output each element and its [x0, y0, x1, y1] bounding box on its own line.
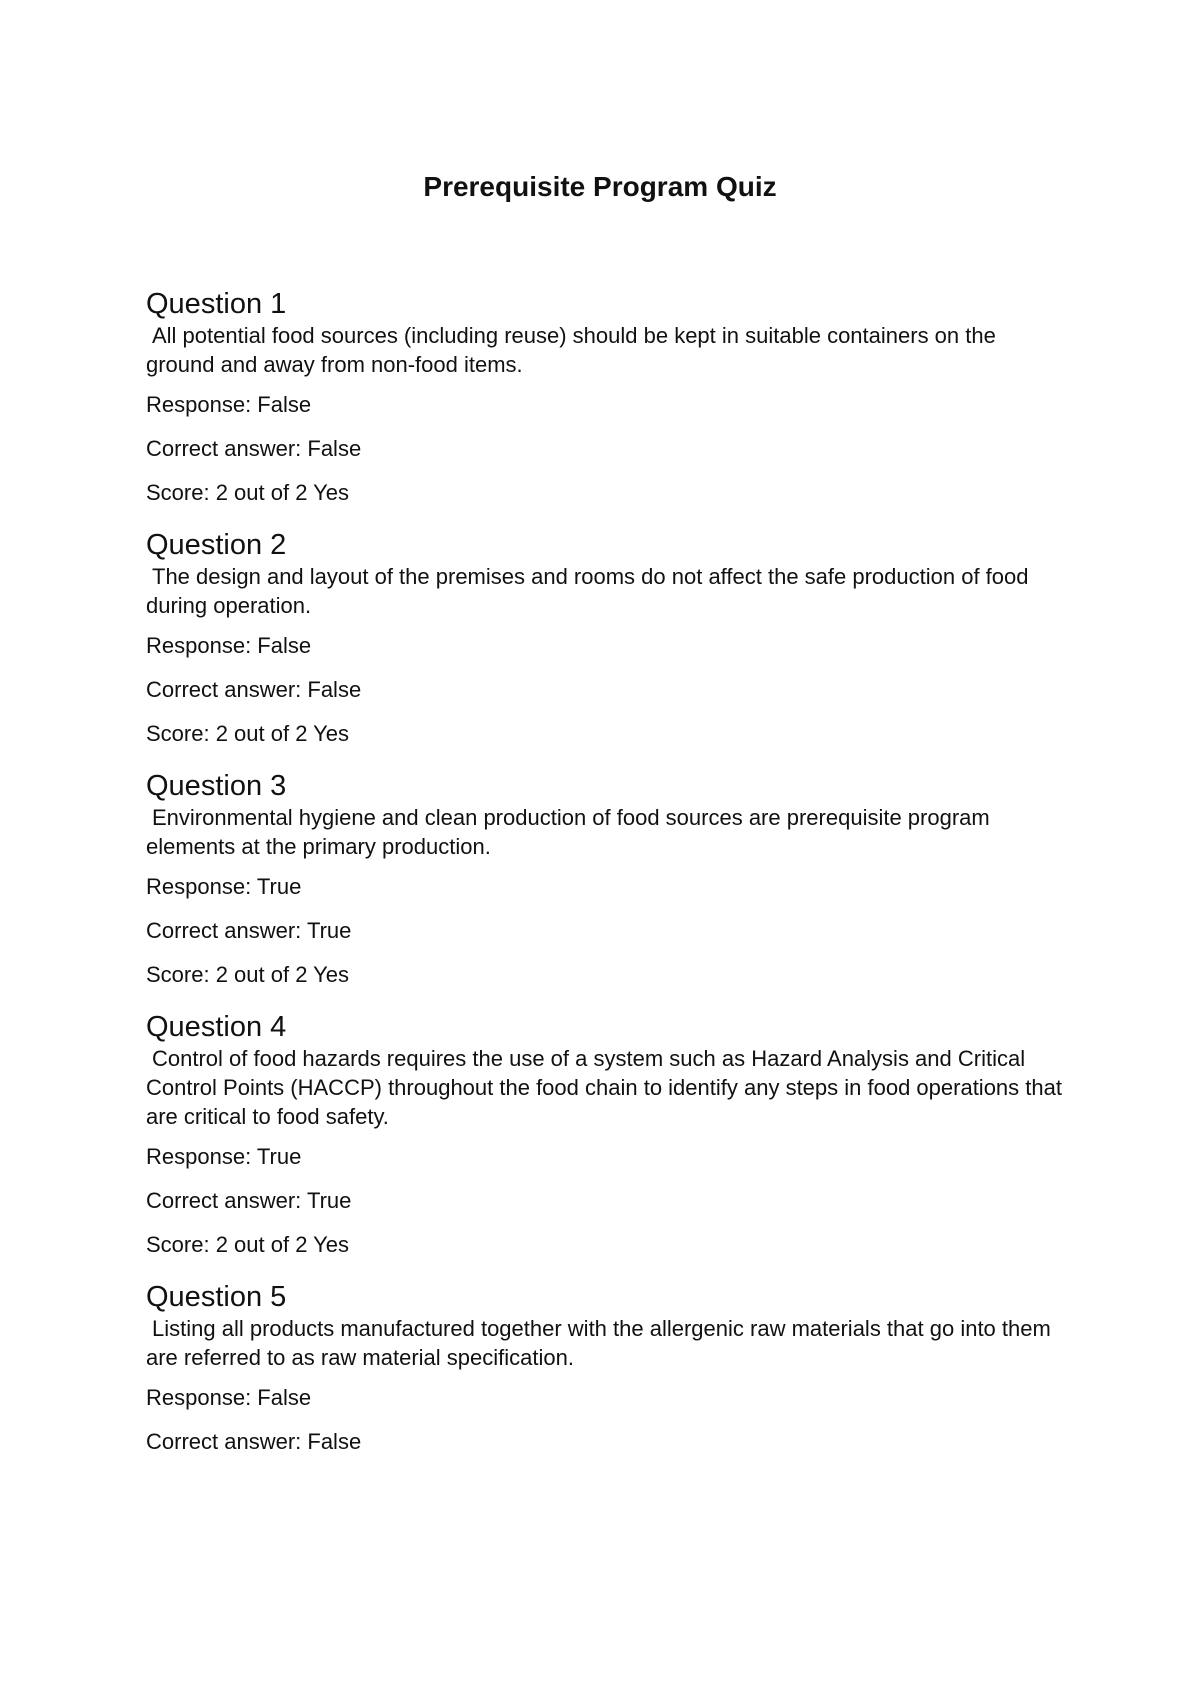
question-heading: Question 2 [146, 529, 287, 561]
correct-answer-text: Correct answer: False [146, 436, 362, 461]
correct-answer-text: Correct answer: False [146, 677, 362, 702]
question-text: All potential food sources (including reuse) should be kept in suitable containers on the ground and away from non-food items. [146, 323, 996, 377]
score-text: Score: 2 out of 2 Yes [146, 480, 350, 505]
response-text: Response: False [146, 633, 312, 658]
question-block-3 [146, 769, 1066, 988]
correct-answer-text: Correct answer: True [146, 918, 352, 943]
question-block-4 [146, 1010, 1066, 1258]
question-text: The design and layout of the premises and rooms do not affect the safe production of food during operation. [146, 564, 1029, 618]
question-text: Listing all products manufactured together with the allergenic raw materials that go into them are referred to as raw material specification. [146, 1316, 1051, 1370]
question-text: Control of food hazards requires the use of a system such as Hazard Analysis and Critical Control Points (HACCP) throughout the food chain to identify any steps in food operations that are critical to food safety. [146, 1046, 1062, 1129]
score-text: Score: 2 out of 2 Yes [146, 962, 350, 987]
question-heading: Question 5 [146, 1281, 287, 1313]
question-block-1 [146, 287, 1066, 506]
score-text: Score: 2 out of 2 Yes [146, 721, 350, 746]
response-text: Response: False [146, 1385, 312, 1410]
question-heading: Question 1 [146, 288, 287, 320]
question-text: Environmental hygiene and clean production of food sources are prerequisite program elements at the primary production. [146, 805, 990, 859]
response-text: Response: True [146, 1144, 302, 1169]
correct-answer-text: Correct answer: True [146, 1188, 352, 1213]
score-text: Score: 2 out of 2 Yes [146, 1232, 350, 1257]
document-title: Prerequisite Program Quiz [423, 171, 777, 202]
question-heading: Question 4 [146, 1011, 287, 1043]
correct-answer-text: Correct answer: False [146, 1429, 362, 1454]
question-block-5 [146, 1280, 1066, 1455]
question-heading: Question 3 [146, 770, 287, 802]
question-block-2 [146, 528, 1066, 747]
response-text: Response: False [146, 392, 312, 417]
response-text: Response: True [146, 874, 302, 899]
question-list [146, 287, 1066, 1477]
